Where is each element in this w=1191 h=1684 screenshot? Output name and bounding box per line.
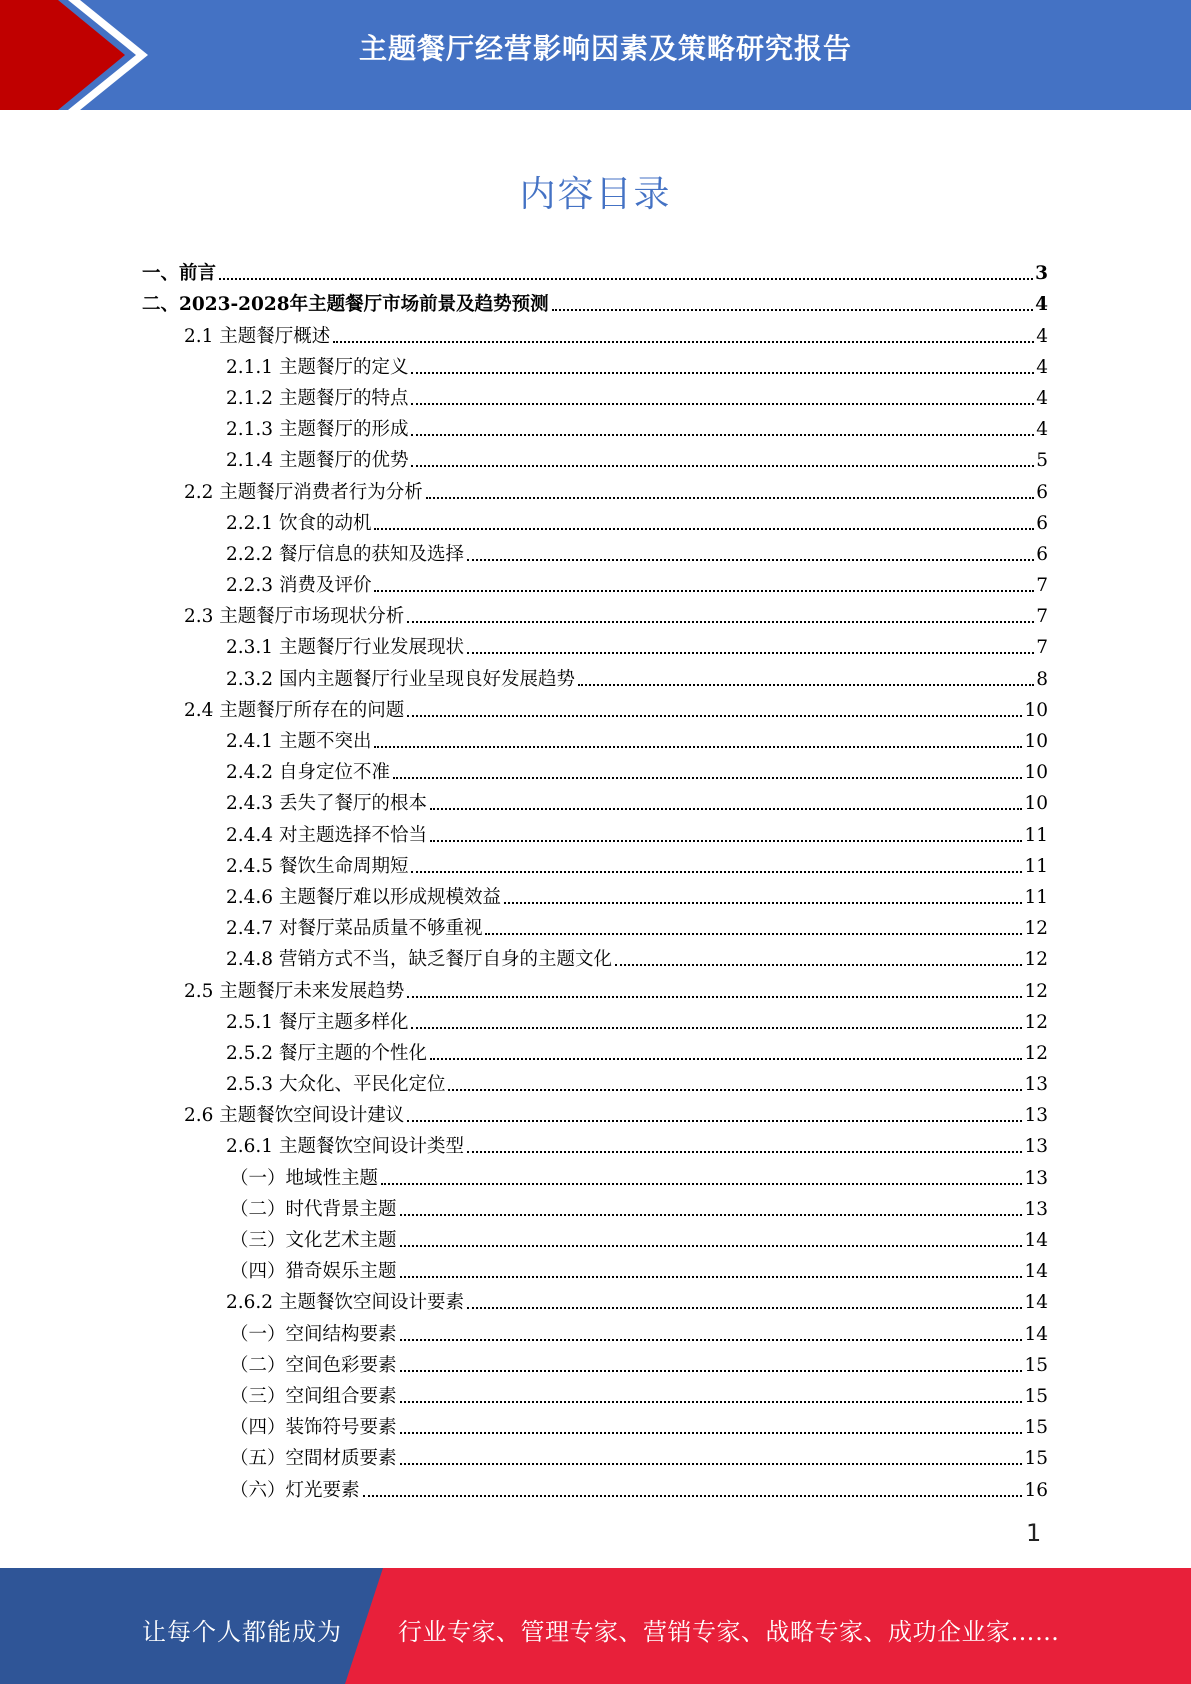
toc-entry-title: （一）空间结构要素 <box>230 1324 400 1346</box>
toc-entry-page: 6 <box>1036 481 1048 503</box>
toc-entry-title: （二）空间色彩要素 <box>230 1355 400 1377</box>
toc-entry[interactable] <box>142 722 1048 753</box>
footer-slogan-left: 让每个人都能成为 <box>142 1618 342 1646</box>
toc-entry[interactable] <box>142 254 1048 285</box>
toc-leader-dots <box>430 1058 1022 1060</box>
toc-entry[interactable] <box>142 472 1048 503</box>
toc-leader-dots <box>467 652 1034 654</box>
toc-entry-page: 4 <box>1036 356 1048 378</box>
toc-entry-title: 2.6.2 主题餐饮空间设计要素 <box>226 1292 467 1314</box>
toc-entry-title: 2.1.2 主题餐厅的特点 <box>226 388 411 410</box>
toc-entry[interactable] <box>142 1439 1048 1470</box>
toc-entry[interactable] <box>142 1314 1048 1345</box>
toc-entry-title: 2.4.7 对餐厅菜品质量不够重视 <box>226 918 485 940</box>
toc-entry[interactable] <box>142 379 1048 410</box>
toc-entry-title: （四）装饰符号要素 <box>230 1417 400 1439</box>
toc-leader-dots <box>430 840 1022 842</box>
toc-entry[interactable] <box>142 1127 1048 1158</box>
toc-entry-title: 2.2.3 消费及评价 <box>226 575 374 597</box>
toc-entry-page: 10 <box>1024 762 1048 784</box>
toc-entry-title: 2.6.1 主题餐饮空间设计类型 <box>226 1136 467 1158</box>
toc-entry-page: 10 <box>1024 793 1048 815</box>
toc-entry-title: 2.4.4 对主题选择不恰当 <box>226 825 430 847</box>
toc-entry-page: 7 <box>1036 606 1048 628</box>
toc-entry-page: 5 <box>1036 450 1048 472</box>
toc-leader-dots <box>411 465 1034 467</box>
toc-leader-dots <box>467 559 1034 561</box>
toc-entry-page: 12 <box>1024 1011 1048 1033</box>
toc-entry[interactable] <box>142 1221 1048 1252</box>
toc-entry[interactable] <box>142 971 1048 1002</box>
toc-entry-title: 2.3 主题餐厅市场现状分析 <box>184 606 407 628</box>
toc-entry[interactable] <box>142 628 1048 659</box>
toc-entry-title: 2.2.1 饮食的动机 <box>226 513 374 535</box>
toc-entry-page: 13 <box>1024 1074 1048 1096</box>
toc-entry-title: 2.4.1 主题不突出 <box>226 731 374 753</box>
toc-entry-title: 2.4 主题餐厅所存在的问题 <box>184 700 407 722</box>
toc-entry-title: 2.3.1 主题餐厅行业发展现状 <box>226 637 467 659</box>
toc-entry-title: 2.4.3 丢失了餐厅的根本 <box>226 793 430 815</box>
toc-entry-page: 8 <box>1036 668 1048 690</box>
toc-entry[interactable] <box>142 1158 1048 1189</box>
toc-entry[interactable] <box>142 316 1048 347</box>
toc-heading: 内容目录 <box>519 174 672 215</box>
toc-entry-title: （二）时代背景主题 <box>230 1199 400 1221</box>
footer-slogan-right: 行业专家、管理专家、营销专家、战略专家、成功企业家…… <box>398 1618 1060 1646</box>
toc-entry-title: （三）空间组合要素 <box>230 1386 400 1408</box>
toc-leader-dots <box>400 1432 1023 1434</box>
toc-entry[interactable] <box>142 535 1048 566</box>
toc-entry-title: 2.4.6 主题餐厅难以形成规模效益 <box>226 887 504 909</box>
toc-entry[interactable] <box>142 1252 1048 1283</box>
toc-entry-title: 二、2023-2028年主题餐厅市场前景及趋势预测 <box>142 294 552 316</box>
toc-entry[interactable] <box>142 1283 1048 1314</box>
toc-entry-page: 15 <box>1024 1448 1048 1470</box>
toc-entry[interactable] <box>142 1003 1048 1034</box>
toc-entry-page: 15 <box>1024 1417 1048 1439</box>
toc-entry-title: 2.4.2 自身定位不准 <box>226 762 393 784</box>
toc-leader-dots <box>411 434 1034 436</box>
toc-entry-title: 2.5 主题餐厅未来发展趋势 <box>184 981 407 1003</box>
toc-leader-dots <box>578 684 1034 686</box>
toc-entry-page: 7 <box>1036 637 1048 659</box>
toc-entry-title: （三）文化艺术主题 <box>230 1230 400 1252</box>
toc-entry-title: 2.4.8 营销方式不当，缺乏餐厅自身的主题文化 <box>226 949 615 971</box>
toc-leader-dots <box>400 1245 1023 1247</box>
toc-entry-page: 14 <box>1024 1323 1048 1345</box>
toc-entry[interactable] <box>142 815 1048 846</box>
toc-entry-page: 6 <box>1036 543 1048 565</box>
toc-entry-title: （四）猎奇娱乐主题 <box>230 1261 400 1283</box>
toc-leader-dots <box>467 1151 1022 1153</box>
toc-leader-dots <box>363 1495 1023 1497</box>
toc-leader-dots <box>400 1276 1023 1278</box>
report-title: 主题餐厅经营影响因素及策略研究报告 <box>358 32 852 65</box>
toc-leader-dots <box>411 372 1034 374</box>
toc-entry-page: 4 <box>1036 325 1048 347</box>
toc-entry-page: 11 <box>1024 886 1048 908</box>
toc-entry[interactable] <box>142 1377 1048 1408</box>
toc-entry-page: 15 <box>1024 1354 1048 1376</box>
toc-leader-dots <box>411 1027 1022 1029</box>
toc-entry[interactable] <box>142 348 1048 379</box>
toc-leader-dots <box>400 1463 1023 1465</box>
toc-leader-dots <box>400 1339 1023 1341</box>
toc-entry[interactable] <box>142 1096 1048 1127</box>
toc-leader-dots <box>381 1183 1022 1185</box>
toc-leader-dots <box>411 871 1022 873</box>
toc-entry-page: 13 <box>1024 1198 1048 1220</box>
toc-entry[interactable] <box>142 753 1048 784</box>
toc-leader-dots <box>448 1089 1022 1091</box>
toc-entry-page: 12 <box>1024 949 1048 971</box>
toc-entry-page: 12 <box>1024 1042 1048 1064</box>
toc-leader-dots <box>407 621 1034 623</box>
toc-leader-dots <box>430 808 1022 810</box>
toc-entry[interactable] <box>142 566 1048 597</box>
toc-entry-page: 14 <box>1024 1292 1048 1314</box>
toc-entry[interactable] <box>142 285 1048 316</box>
toc-leader-dots <box>374 746 1022 748</box>
toc-entry[interactable] <box>142 878 1048 909</box>
toc-entry[interactable] <box>142 691 1048 722</box>
toc-leader-dots <box>219 278 1033 280</box>
toc-entry-page: 10 <box>1024 699 1048 721</box>
toc-entry-title: 2.4.5 餐饮生命周期短 <box>226 856 411 878</box>
toc-leader-dots <box>615 964 1022 966</box>
toc-entry[interactable] <box>142 441 1048 472</box>
toc-entry-title: 2.1 主题餐厅概述 <box>184 326 333 348</box>
toc-leader-dots <box>374 528 1034 530</box>
toc-entry-title: 2.3.2 国内主题餐厅行业呈现良好发展趋势 <box>226 669 578 691</box>
toc-entry-title: 2.2.2 餐厅信息的获知及选择 <box>226 544 467 566</box>
page-number: 1 <box>1026 1519 1042 1547</box>
toc-entry[interactable] <box>142 504 1048 535</box>
toc-leader-dots <box>407 996 1022 998</box>
toc-entry[interactable] <box>142 1034 1048 1065</box>
toc-entry-title: （五）空間材质要素 <box>230 1448 400 1470</box>
toc-entry[interactable] <box>142 1190 1048 1221</box>
toc-leader-dots <box>552 309 1033 311</box>
toc-leader-dots <box>467 1307 1022 1309</box>
toc-leader-dots <box>374 590 1034 592</box>
toc-entry[interactable] <box>142 1346 1048 1377</box>
toc-leader-dots <box>504 902 1022 904</box>
toc-entry-page: 4 <box>1035 294 1048 316</box>
toc-entry-page: 11 <box>1024 855 1048 877</box>
toc-leader-dots <box>400 1214 1023 1216</box>
page-footer <box>0 1568 1191 1684</box>
toc-entry-page: 13 <box>1024 1105 1048 1127</box>
toc-leader-dots <box>407 1120 1022 1122</box>
toc-entry-page: 4 <box>1036 419 1048 441</box>
toc-leader-dots <box>333 341 1034 343</box>
toc-entry-page: 15 <box>1024 1385 1048 1407</box>
toc-leader-dots <box>393 777 1022 779</box>
toc-entry-page: 11 <box>1024 824 1048 846</box>
toc-leader-dots <box>485 933 1022 935</box>
toc-entry[interactable] <box>142 597 1048 628</box>
page-header <box>0 0 1191 110</box>
toc-entry[interactable] <box>142 909 1048 940</box>
toc-entry-page: 7 <box>1036 575 1048 597</box>
toc-entry-title: 2.2 主题餐厅消费者行为分析 <box>184 482 426 504</box>
toc-leader-dots <box>400 1370 1023 1372</box>
toc-entry-title: 2.5.3 大众化、平民化定位 <box>226 1074 448 1096</box>
toc-entry-title: 2.6 主题餐饮空间设计建议 <box>184 1105 407 1127</box>
toc-entry-title: 2.1.4 主题餐厅的优势 <box>226 450 411 472</box>
table-of-contents <box>142 254 1048 1502</box>
toc-leader-dots <box>400 1401 1023 1403</box>
toc-entry-title: 2.5.1 餐厅主题多样化 <box>226 1012 411 1034</box>
toc-entry-page: 14 <box>1024 1261 1048 1283</box>
toc-entry[interactable] <box>142 784 1048 815</box>
toc-entry-page: 10 <box>1024 731 1048 752</box>
toc-entry-title: （一）地域性主题 <box>230 1168 381 1190</box>
toc-leader-dots <box>411 403 1034 405</box>
toc-entry-page: 12 <box>1024 980 1048 1002</box>
toc-entry-page: 12 <box>1024 918 1048 940</box>
toc-entry-page: 16 <box>1024 1479 1048 1501</box>
toc-entry-page: 4 <box>1036 387 1048 409</box>
toc-entry[interactable] <box>142 1470 1048 1501</box>
toc-entry-title: 一、前言 <box>142 263 219 285</box>
toc-leader-dots <box>426 497 1034 499</box>
toc-leader-dots <box>407 715 1022 717</box>
toc-entry-page: 13 <box>1024 1136 1048 1158</box>
toc-entry-page: 6 <box>1036 512 1048 534</box>
toc-entry-title: （六）灯光要素 <box>230 1480 363 1502</box>
toc-entry[interactable] <box>142 1065 1048 1096</box>
toc-entry[interactable] <box>142 940 1048 971</box>
toc-entry[interactable] <box>142 659 1048 690</box>
toc-entry-title: 2.1.1 主题餐厅的定义 <box>226 357 411 379</box>
toc-entry-title: 2.5.2 餐厅主题的个性化 <box>226 1043 430 1065</box>
toc-entry-title: 2.1.3 主题餐厅的形成 <box>226 419 411 441</box>
toc-entry[interactable] <box>142 847 1048 878</box>
toc-entry[interactable] <box>142 410 1048 441</box>
toc-entry-page: 13 <box>1024 1167 1048 1189</box>
toc-entry-page: 14 <box>1024 1230 1048 1251</box>
toc-entry[interactable] <box>142 1408 1048 1439</box>
toc-entry-page: 3 <box>1035 263 1048 285</box>
